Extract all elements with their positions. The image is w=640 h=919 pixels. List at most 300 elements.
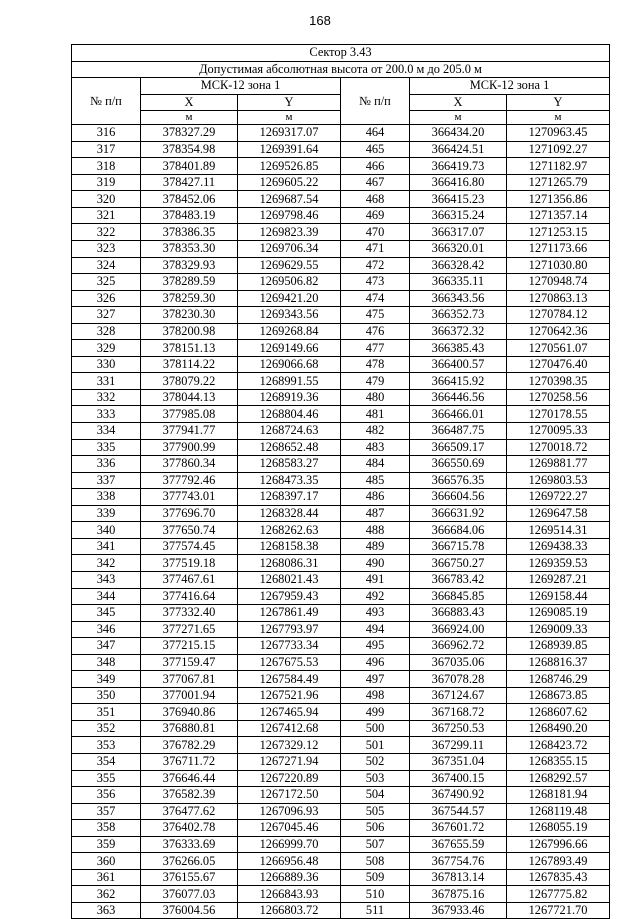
point-num-right: 477 bbox=[341, 340, 410, 357]
y-left: 1266889.36 bbox=[238, 869, 341, 886]
point-num-right: 488 bbox=[341, 522, 410, 539]
y-right: 1267835.43 bbox=[507, 869, 610, 886]
point-num-left: 343 bbox=[72, 571, 141, 588]
point-num-left: 324 bbox=[72, 257, 141, 274]
point-num-left: 331 bbox=[72, 373, 141, 390]
x-right: 366466.01 bbox=[410, 406, 507, 423]
table-row bbox=[72, 555, 610, 572]
y-left: 1268652.48 bbox=[238, 439, 341, 456]
point-num-left: 362 bbox=[72, 886, 141, 903]
x-left: 378329.93 bbox=[141, 257, 238, 274]
x-right: 366372.32 bbox=[410, 323, 507, 340]
point-num-left: 335 bbox=[72, 439, 141, 456]
x-right: 367168.72 bbox=[410, 704, 507, 721]
x-right: 366400.57 bbox=[410, 356, 507, 373]
table-row bbox=[72, 290, 610, 307]
x-left: 376782.29 bbox=[141, 737, 238, 754]
x-left: 378354.98 bbox=[141, 141, 238, 158]
table-row bbox=[72, 886, 610, 903]
y-right: 1269158.44 bbox=[507, 588, 610, 605]
y-left: 1268021.43 bbox=[238, 571, 341, 588]
point-num-left: 342 bbox=[72, 555, 141, 572]
table-row bbox=[72, 356, 610, 373]
x-left: 378353.30 bbox=[141, 241, 238, 258]
y-left: 1268328.44 bbox=[238, 505, 341, 522]
point-num-right: 505 bbox=[341, 803, 410, 820]
x-unit-right: м bbox=[410, 111, 507, 125]
point-num-right: 470 bbox=[341, 224, 410, 241]
x-right: 366328.42 bbox=[410, 257, 507, 274]
table-row bbox=[72, 869, 610, 886]
point-num-right: 483 bbox=[341, 439, 410, 456]
table-row bbox=[72, 638, 610, 655]
x-right: 367655.59 bbox=[410, 836, 507, 853]
table-row bbox=[72, 406, 610, 423]
point-num-right: 506 bbox=[341, 820, 410, 837]
y-left: 1269421.20 bbox=[238, 290, 341, 307]
table-row bbox=[72, 373, 610, 390]
point-num-right: 502 bbox=[341, 753, 410, 770]
point-num-right: 474 bbox=[341, 290, 410, 307]
x-left: 376333.69 bbox=[141, 836, 238, 853]
y-left: 1268583.27 bbox=[238, 456, 341, 473]
x-left: 377860.34 bbox=[141, 456, 238, 473]
coordinates-table bbox=[71, 44, 610, 919]
point-num-left: 357 bbox=[72, 803, 141, 820]
x-left: 376477.62 bbox=[141, 803, 238, 820]
table-row bbox=[72, 737, 610, 754]
y-right: 1267893.49 bbox=[507, 853, 610, 870]
y-right: 1269009.33 bbox=[507, 621, 610, 638]
point-num-right: 468 bbox=[341, 191, 410, 208]
y-left: 1267329.12 bbox=[238, 737, 341, 754]
y-right: 1270258.56 bbox=[507, 389, 610, 406]
point-num-right: 508 bbox=[341, 853, 410, 870]
system-header-right: МСК-12 зона 1 bbox=[410, 78, 610, 95]
y-right: 1270561.07 bbox=[507, 340, 610, 357]
point-num-right: 485 bbox=[341, 472, 410, 489]
table-row bbox=[72, 224, 610, 241]
x-header-right: X bbox=[410, 94, 507, 111]
y-right: 1268816.37 bbox=[507, 654, 610, 671]
x-right: 367601.72 bbox=[410, 820, 507, 837]
y-header-right: Y bbox=[507, 94, 610, 111]
point-num-right: 487 bbox=[341, 505, 410, 522]
x-left: 378483.19 bbox=[141, 207, 238, 224]
y-right: 1270398.35 bbox=[507, 373, 610, 390]
point-num-right: 480 bbox=[341, 389, 410, 406]
point-num-left: 325 bbox=[72, 274, 141, 291]
table-row bbox=[72, 687, 610, 704]
y-right: 1268181.94 bbox=[507, 787, 610, 804]
point-num-left: 337 bbox=[72, 472, 141, 489]
point-num-right: 465 bbox=[341, 141, 410, 158]
point-num-left: 354 bbox=[72, 753, 141, 770]
x-left: 377001.94 bbox=[141, 687, 238, 704]
y-right: 1271253.15 bbox=[507, 224, 610, 241]
y-right: 1270018.72 bbox=[507, 439, 610, 456]
y-left: 1269629.55 bbox=[238, 257, 341, 274]
table-row bbox=[72, 257, 610, 274]
table-row bbox=[72, 174, 610, 191]
coordinates-body bbox=[72, 125, 610, 919]
y-right: 1270863.13 bbox=[507, 290, 610, 307]
y-left: 1266803.72 bbox=[238, 902, 341, 919]
y-left: 1268724.63 bbox=[238, 423, 341, 440]
table-row bbox=[72, 803, 610, 820]
x-left: 378114.22 bbox=[141, 356, 238, 373]
x-left: 376077.03 bbox=[141, 886, 238, 903]
point-num-left: 330 bbox=[72, 356, 141, 373]
y-right: 1268119.48 bbox=[507, 803, 610, 820]
point-num-right: 486 bbox=[341, 489, 410, 506]
table-row bbox=[72, 820, 610, 837]
y-left: 1269706.34 bbox=[238, 241, 341, 258]
table-row bbox=[72, 141, 610, 158]
x-right: 366320.01 bbox=[410, 241, 507, 258]
x-right: 366631.92 bbox=[410, 505, 507, 522]
y-unit-right: м bbox=[507, 111, 610, 125]
point-num-right: 479 bbox=[341, 373, 410, 390]
point-num-right: 489 bbox=[341, 538, 410, 555]
y-left: 1269506.82 bbox=[238, 274, 341, 291]
table-row bbox=[72, 605, 610, 622]
y-left: 1267172.50 bbox=[238, 787, 341, 804]
point-num-right: 507 bbox=[341, 836, 410, 853]
y-right: 1269514.31 bbox=[507, 522, 610, 539]
x-left: 378386.35 bbox=[141, 224, 238, 241]
y-right: 1268355.15 bbox=[507, 753, 610, 770]
y-left: 1266843.93 bbox=[238, 886, 341, 903]
y-left: 1267465.94 bbox=[238, 704, 341, 721]
x-left: 377067.81 bbox=[141, 671, 238, 688]
point-num-left: 333 bbox=[72, 406, 141, 423]
table-row bbox=[72, 770, 610, 787]
point-num-left: 349 bbox=[72, 671, 141, 688]
y-left: 1268158.38 bbox=[238, 538, 341, 555]
point-num-right: 476 bbox=[341, 323, 410, 340]
point-num-left: 355 bbox=[72, 770, 141, 787]
x-right: 367544.57 bbox=[410, 803, 507, 820]
y-left: 1268262.63 bbox=[238, 522, 341, 539]
point-num-left: 345 bbox=[72, 605, 141, 622]
x-left: 377467.61 bbox=[141, 571, 238, 588]
table-row bbox=[72, 538, 610, 555]
x-left: 377985.08 bbox=[141, 406, 238, 423]
point-num-left: 339 bbox=[72, 505, 141, 522]
x-right: 367035.06 bbox=[410, 654, 507, 671]
x-right: 366343.56 bbox=[410, 290, 507, 307]
point-num-right: 473 bbox=[341, 274, 410, 291]
y-right: 1271265.79 bbox=[507, 174, 610, 191]
x-right: 367813.14 bbox=[410, 869, 507, 886]
point-num-right: 467 bbox=[341, 174, 410, 191]
x-right: 366509.17 bbox=[410, 439, 507, 456]
y-right: 1268490.20 bbox=[507, 720, 610, 737]
x-right: 366750.27 bbox=[410, 555, 507, 572]
y-right: 1268746.29 bbox=[507, 671, 610, 688]
point-num-left: 322 bbox=[72, 224, 141, 241]
x-right: 367299.11 bbox=[410, 737, 507, 754]
table-row bbox=[72, 489, 610, 506]
x-right: 366385.43 bbox=[410, 340, 507, 357]
x-right: 367490.92 bbox=[410, 787, 507, 804]
point-num-right: 496 bbox=[341, 654, 410, 671]
y-left: 1269823.39 bbox=[238, 224, 341, 241]
point-num-left: 334 bbox=[72, 423, 141, 440]
x-left: 378200.98 bbox=[141, 323, 238, 340]
table-row bbox=[72, 621, 610, 638]
point-num-right: 482 bbox=[341, 423, 410, 440]
x-right: 366315.24 bbox=[410, 207, 507, 224]
y-right: 1271092.27 bbox=[507, 141, 610, 158]
y-right: 1271357.14 bbox=[507, 207, 610, 224]
y-header-left: Y bbox=[238, 94, 341, 111]
x-left: 376646.44 bbox=[141, 770, 238, 787]
point-num-left: 340 bbox=[72, 522, 141, 539]
x-right: 366924.00 bbox=[410, 621, 507, 638]
x-right: 367400.15 bbox=[410, 770, 507, 787]
point-num-left: 329 bbox=[72, 340, 141, 357]
x-right: 367250.53 bbox=[410, 720, 507, 737]
y-left: 1269149.66 bbox=[238, 340, 341, 357]
x-right: 366845.85 bbox=[410, 588, 507, 605]
y-left: 1267096.93 bbox=[238, 803, 341, 820]
height-range: Допустимая абсолютная высота от 200.0 м до 205.0 м bbox=[72, 61, 610, 78]
point-num-right: 478 bbox=[341, 356, 410, 373]
y-left: 1267675.53 bbox=[238, 654, 341, 671]
x-left: 377271.65 bbox=[141, 621, 238, 638]
y-right: 1268673.85 bbox=[507, 687, 610, 704]
x-right: 366576.35 bbox=[410, 472, 507, 489]
x-left: 377574.45 bbox=[141, 538, 238, 555]
table-row bbox=[72, 472, 610, 489]
point-num-right: 492 bbox=[341, 588, 410, 605]
x-left: 376155.67 bbox=[141, 869, 238, 886]
x-left: 376711.72 bbox=[141, 753, 238, 770]
y-left: 1268397.17 bbox=[238, 489, 341, 506]
y-right: 1268607.62 bbox=[507, 704, 610, 721]
point-num-left: 328 bbox=[72, 323, 141, 340]
x-right: 366352.73 bbox=[410, 307, 507, 324]
table-row bbox=[72, 207, 610, 224]
y-left: 1267733.34 bbox=[238, 638, 341, 655]
point-num-right: 511 bbox=[341, 902, 410, 919]
x-right: 366684.06 bbox=[410, 522, 507, 539]
point-num-right: 500 bbox=[341, 720, 410, 737]
table-row bbox=[72, 704, 610, 721]
point-num-left: 320 bbox=[72, 191, 141, 208]
point-num-left: 318 bbox=[72, 158, 141, 175]
x-right: 366317.07 bbox=[410, 224, 507, 241]
point-num-right: 471 bbox=[341, 241, 410, 258]
point-num-right: 475 bbox=[341, 307, 410, 324]
x-left: 376402.78 bbox=[141, 820, 238, 837]
y-right: 1268292.57 bbox=[507, 770, 610, 787]
table-row bbox=[72, 323, 610, 340]
x-left: 377519.18 bbox=[141, 555, 238, 572]
y-left: 1269317.07 bbox=[238, 125, 341, 142]
point-num-left: 347 bbox=[72, 638, 141, 655]
y-left: 1268473.35 bbox=[238, 472, 341, 489]
x-right: 366415.23 bbox=[410, 191, 507, 208]
y-left: 1267412.68 bbox=[238, 720, 341, 737]
point-num-left: 356 bbox=[72, 787, 141, 804]
x-left: 377215.15 bbox=[141, 638, 238, 655]
num-header-right: № п/п bbox=[341, 78, 410, 125]
y-left: 1267045.46 bbox=[238, 820, 341, 837]
y-left: 1269268.84 bbox=[238, 323, 341, 340]
x-left: 377650.74 bbox=[141, 522, 238, 539]
x-left: 376004.56 bbox=[141, 902, 238, 919]
x-left: 378230.30 bbox=[141, 307, 238, 324]
y-right: 1269438.33 bbox=[507, 538, 610, 555]
point-num-left: 344 bbox=[72, 588, 141, 605]
table-row bbox=[72, 720, 610, 737]
sector-title: Сектор 3.43 bbox=[72, 45, 610, 62]
table-row bbox=[72, 158, 610, 175]
point-num-right: 510 bbox=[341, 886, 410, 903]
y-right: 1271030.80 bbox=[507, 257, 610, 274]
point-num-left: 360 bbox=[72, 853, 141, 870]
table-row bbox=[72, 571, 610, 588]
y-right: 1267775.82 bbox=[507, 886, 610, 903]
y-right: 1270948.74 bbox=[507, 274, 610, 291]
point-num-right: 503 bbox=[341, 770, 410, 787]
x-left: 376940.86 bbox=[141, 704, 238, 721]
y-left: 1266999.70 bbox=[238, 836, 341, 853]
x-right: 366446.56 bbox=[410, 389, 507, 406]
x-right: 367351.04 bbox=[410, 753, 507, 770]
x-left: 377743.01 bbox=[141, 489, 238, 506]
y-left: 1269066.68 bbox=[238, 356, 341, 373]
x-left: 378079.22 bbox=[141, 373, 238, 390]
point-num-left: 358 bbox=[72, 820, 141, 837]
y-right: 1270963.45 bbox=[507, 125, 610, 142]
x-right: 367875.16 bbox=[410, 886, 507, 903]
x-right: 367124.67 bbox=[410, 687, 507, 704]
x-left: 378259.30 bbox=[141, 290, 238, 307]
y-right: 1271182.97 bbox=[507, 158, 610, 175]
point-num-left: 323 bbox=[72, 241, 141, 258]
y-left: 1268086.31 bbox=[238, 555, 341, 572]
table-row bbox=[72, 671, 610, 688]
x-left: 378151.13 bbox=[141, 340, 238, 357]
point-num-left: 353 bbox=[72, 737, 141, 754]
table-row bbox=[72, 423, 610, 440]
point-num-right: 484 bbox=[341, 456, 410, 473]
y-left: 1267521.96 bbox=[238, 687, 341, 704]
x-right: 366335.11 bbox=[410, 274, 507, 291]
x-right: 366415.92 bbox=[410, 373, 507, 390]
y-left: 1269798.46 bbox=[238, 207, 341, 224]
y-right: 1268939.85 bbox=[507, 638, 610, 655]
y-left: 1269343.56 bbox=[238, 307, 341, 324]
table-row bbox=[72, 307, 610, 324]
table-row bbox=[72, 340, 610, 357]
table-row bbox=[72, 274, 610, 291]
x-left: 377332.40 bbox=[141, 605, 238, 622]
x-right: 366434.20 bbox=[410, 125, 507, 142]
x-right: 366783.42 bbox=[410, 571, 507, 588]
y-right: 1269287.21 bbox=[507, 571, 610, 588]
table-row bbox=[72, 753, 610, 770]
y-left: 1267861.49 bbox=[238, 605, 341, 622]
y-left: 1268919.36 bbox=[238, 389, 341, 406]
table-row bbox=[72, 654, 610, 671]
table-row bbox=[72, 522, 610, 539]
point-num-right: 497 bbox=[341, 671, 410, 688]
y-right: 1267721.70 bbox=[507, 902, 610, 919]
y-left: 1267584.49 bbox=[238, 671, 341, 688]
point-num-right: 469 bbox=[341, 207, 410, 224]
y-right: 1270784.12 bbox=[507, 307, 610, 324]
x-left: 378289.59 bbox=[141, 274, 238, 291]
point-num-left: 351 bbox=[72, 704, 141, 721]
x-left: 378452.06 bbox=[141, 191, 238, 208]
x-right: 366715.78 bbox=[410, 538, 507, 555]
x-left: 378427.11 bbox=[141, 174, 238, 191]
x-right: 366487.75 bbox=[410, 423, 507, 440]
y-right: 1268423.72 bbox=[507, 737, 610, 754]
x-left: 378327.29 bbox=[141, 125, 238, 142]
table-row bbox=[72, 588, 610, 605]
y-right: 1269803.53 bbox=[507, 472, 610, 489]
y-right: 1271356.86 bbox=[507, 191, 610, 208]
point-num-right: 493 bbox=[341, 605, 410, 622]
y-right: 1270642.36 bbox=[507, 323, 610, 340]
x-left: 376880.81 bbox=[141, 720, 238, 737]
point-num-right: 504 bbox=[341, 787, 410, 804]
point-num-right: 509 bbox=[341, 869, 410, 886]
point-num-right: 472 bbox=[341, 257, 410, 274]
point-num-left: 359 bbox=[72, 836, 141, 853]
x-right: 366550.69 bbox=[410, 456, 507, 473]
point-num-left: 361 bbox=[72, 869, 141, 886]
x-right: 367754.76 bbox=[410, 853, 507, 870]
point-num-left: 319 bbox=[72, 174, 141, 191]
y-left: 1267220.89 bbox=[238, 770, 341, 787]
y-right: 1270178.55 bbox=[507, 406, 610, 423]
point-num-right: 494 bbox=[341, 621, 410, 638]
y-unit-left: м bbox=[238, 111, 341, 125]
point-num-left: 326 bbox=[72, 290, 141, 307]
x-right: 367933.46 bbox=[410, 902, 507, 919]
x-right: 366604.56 bbox=[410, 489, 507, 506]
y-left: 1267959.43 bbox=[238, 588, 341, 605]
point-num-left: 348 bbox=[72, 654, 141, 671]
table-row bbox=[72, 125, 610, 142]
x-left: 376582.39 bbox=[141, 787, 238, 804]
point-num-right: 464 bbox=[341, 125, 410, 142]
y-left: 1266956.48 bbox=[238, 853, 341, 870]
table-row bbox=[72, 836, 610, 853]
point-num-right: 481 bbox=[341, 406, 410, 423]
y-left: 1268804.46 bbox=[238, 406, 341, 423]
point-num-right: 495 bbox=[341, 638, 410, 655]
x-left: 377900.99 bbox=[141, 439, 238, 456]
y-left: 1268991.55 bbox=[238, 373, 341, 390]
point-num-left: 341 bbox=[72, 538, 141, 555]
x-header-left: X bbox=[141, 94, 238, 111]
point-num-left: 317 bbox=[72, 141, 141, 158]
y-right: 1268055.19 bbox=[507, 820, 610, 837]
table-row bbox=[72, 456, 610, 473]
system-header-left: МСК-12 зона 1 bbox=[141, 78, 341, 95]
x-right: 366424.51 bbox=[410, 141, 507, 158]
y-left: 1269391.64 bbox=[238, 141, 341, 158]
x-left: 377941.77 bbox=[141, 423, 238, 440]
